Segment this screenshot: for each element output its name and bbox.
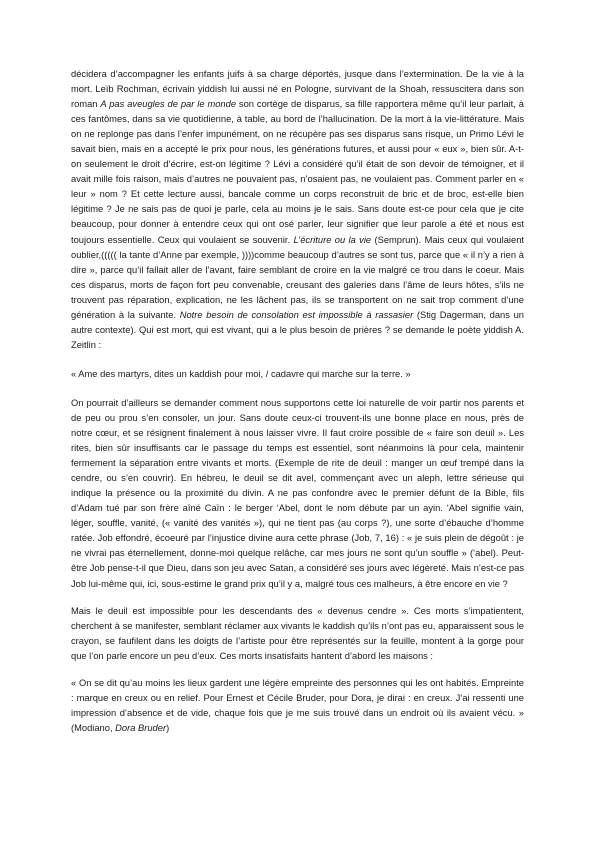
text: son cortège de disparus, sa fille rapportera même qu’il leur parlait, à ces fantômes, dans sa vie quotidienne, à table, au bord de l’hallucination. De la mort à la vie-littérature. Mais on ne replonge pas dans l’enfer impunément, on ne récupère pas ses disparus sans risque, un Primo Lévi le savait bien, mais en a accepté le prix pour nous, les générations futures, et aussi pour « eux », bien sûr. A-t-on seulement le droit d’écrire, est-on légitime ? Lévi a considéré qu’il était de son devoir de témoigner, et il avait mille fois raison, mais d’autres ne pouvaient pas, n’osaient pas, ne voulaient pas. Comment parler en « leur » nom ? Et cette lecture aussi, bancale comme un corps reconstruit de bric et de broc, est-elle bien légitime ? Je ne sais pas de quoi je parle, cela au moins je le sais. Sans doute est-ce pour cela que je cite beaucoup, pour donner à entendre ceux qui ont osé parler, leur signifier que leur parole a été et nous est toujours essentielle. Ceux qui voulaient se souvenir. [71,99,524,245]
paragraph-2 [71,396,524,592]
book-title: A pas aveugles de par le monde [100,99,237,110]
quoted-title: Notre besoin de consolation est impossible à rassasier [179,309,414,320]
document-page [71,67,524,736]
text: « On se dit qu’au moins les lieux gardent une légère empreinte des personnes qui les ont habités. Empreinte : marque en creux ou en relief. Pour Ernest et Cécile Bruder, pour Dora, je dirai : en creux. J’ai ressenti une impression d’absence et de vide, chaque fois que je me suis trouvé dans un endroit où ils avaient vécu. » (Modiano, [71,677,524,733]
quote-modiano [71,676,524,736]
paragraph-1 [71,67,524,353]
book-title: L’écriture ou la vie [293,234,372,245]
text: (Semprun). Mais ceux qui voulaient oublier,((((( la tante d’Anne par exemple, ))))comme beaucoup d’autres se sont tus, parce que « il n’y a rien à dire », parce qu’il fallait aller de l’avant, faire semblant de croire en la vie malgré ce trou dans le coeur. Mais ces disparus, morts de façon fort peu convenable, creusant des galeries dans l’âme de leurs hôtes, s’ils ne trouvent pas réparation, explication, ne les lâchent pas, ils se transportent on ne sait trop comment d’une génération à la suivante. [71,234,524,320]
text: ) [166,722,170,733]
text: Mais le deuil est impossible pour les descendants des « devenus cendre ». Ces morts s’impatientent, cherchent à se manifester, semblant réclamer aux vivants le kaddish qu’ils n’ont pas eu, apparaissent sous le crayon, se faufilent dans les doigts de l’artiste pour être représentés sur la feuille, montent à la gorge pour que l’on parle encore un peu d’eux. Ces morts insatisfaits hantent d’abord les maisons : [71,605,524,661]
text: décidera d’accompagner les enfants juifs à sa charge déportés, jusque dans l’extermination. De la vie à la mort. Leïb Rochman, écrivain yiddish lui aussi né en Pologne, survivant de la Shoah, ressuscitera dans son roman [71,69,524,110]
quote-zeitlin [71,367,524,382]
text: « Ame des martyrs, dites un kaddish pour moi, / cadavre qui marche sur la terre. » [71,368,411,379]
text: (Stig Dagerman, dans un autre contexte). Qui est mort, qui est vivant, qui a le plus besoin de prières ? se demande le poète yiddish A. Zeitlin : [71,309,524,350]
paragraph-3 [71,604,524,664]
text: On pourrait d’ailleurs se demander comment nous supportons cette loi naturelle de voir partir nos parents et de peu ou prou s’en consoler, un jour. Sans doute ceux-ci trouvent-ils une bonne place en nous, près de notre cœur, et se résignent finalement à nous laisser vivre. Il faut croire possible de « faire son deuil ». Les rites, bien sûr insuffisants car le passage du temps est essentiel, sont néanmoins là pour cela, maintenir fermement la séparation entre vivants et morts. (Exemple de rite de deuil : manger un œuf trempé dans la cendre, ou s’en couvrir). En hébreu, le deuil se dit avel, commençant avec un aleph, lettre sérieuse qui indique la présence ou la proximité du divin. A ne pas confondre avec le premier défunt de la Bible, fils d’Adam tué par son frère aîné Caïn : le berger ‘Abel, dont le nom débute par un ayin. ‘Abel signifie vain, léger, souffle, vanité, (« vanité des vanités »), qui ne tient pas (au corps ?), une sorte d’ébauche d’homme ratée. Job effondré, écoeuré par l’injustice divine aura cette phrase (Job, 7, 16) : « je suis plein de dégoût : je ne vivrai pas éternellement, donne-moi quelque relâche, car mes jours ne sont qu’un souffle » (‘abel). Peut-être Job pense-t-il que Dieu, dans son jeu avec Satan, a considéré ses jours avec légèreté. Mais n’est-ce pas Job lui-même qui, ici, sous-estime le grand prix qu’il y a, malgré tous ces malheurs, à être encore en vie ? [71,397,524,589]
book-title: Dora Bruder [115,722,167,733]
